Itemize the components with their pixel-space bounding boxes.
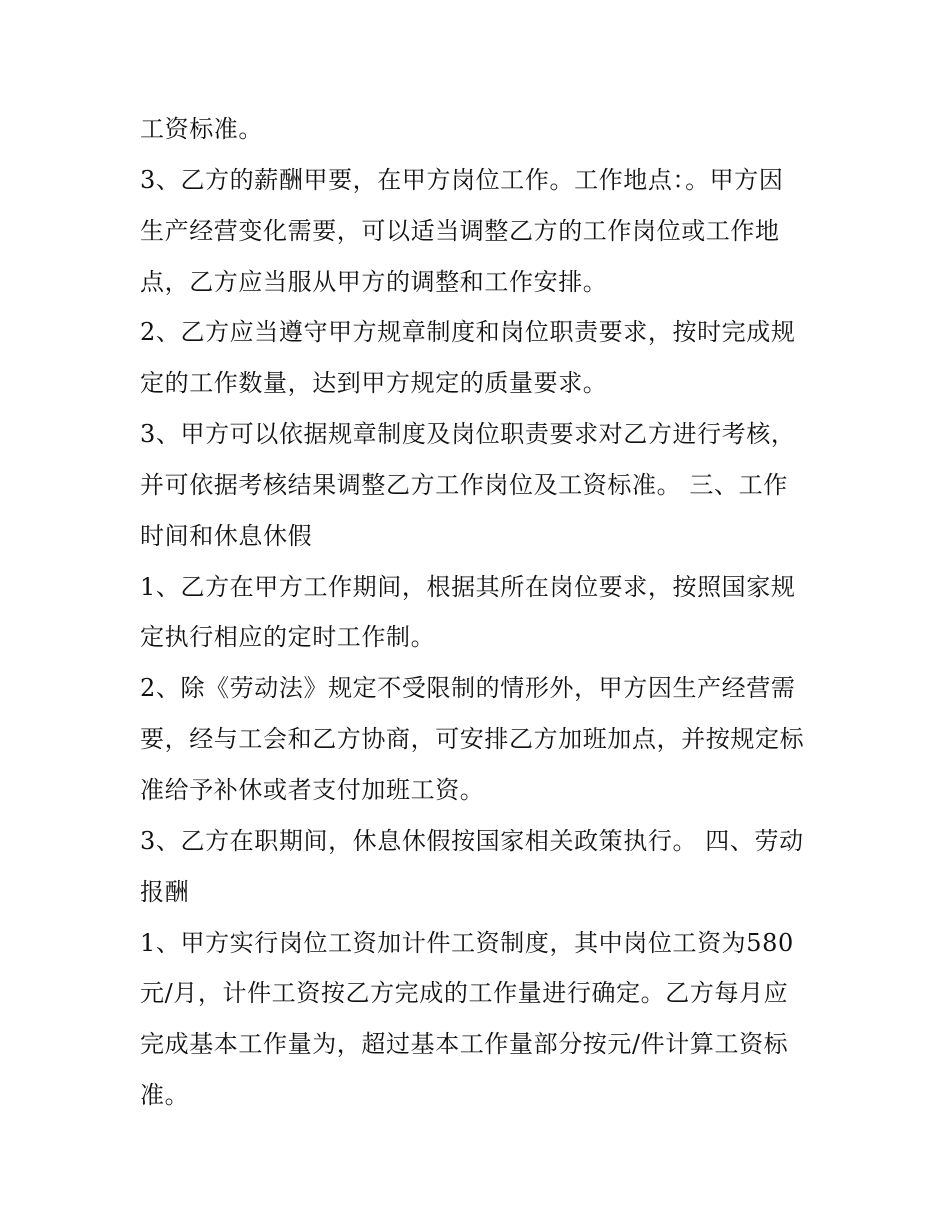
text-line: 时间和休息休假 [140, 521, 313, 550]
text-line: 完成基本工作量为，超过基本工作量部分按元/件计算工资标 [140, 1030, 789, 1059]
text-line: 定的工作数量，达到甲方规定的质量要求。 [140, 369, 608, 398]
text-line: 2、除《劳动法》规定不受限制的情形外，甲方因生产经营需 [140, 674, 796, 703]
text-line: 并可依据考核结果调整乙方工作岗位及工资标准。 三、工作 [140, 470, 788, 499]
text-line: 点，乙方应当服从甲方的调整和工作安排。 [140, 267, 608, 296]
text-line: 生产经营变化需要，可以适当调整乙方的工作岗位或工作地 [140, 216, 780, 245]
text-line: 定执行相应的定时工作制。 [140, 623, 436, 652]
text-line: 2、乙方应当遵守甲方规章制度和岗位职责要求，按时完成规 [140, 318, 796, 347]
text-line: 准给予补休或者支付加班工资。 [140, 775, 485, 804]
text-line: 准。 [140, 1081, 190, 1110]
text-line: 元/月，计件工资按乙方完成的工作量进行确定。乙方每月应 [140, 979, 789, 1008]
text-line: 1、甲方实行岗位工资加计件工资制度，其中岗位工资为580 [140, 928, 794, 957]
text-line: 要，经与工会和乙方协商，可安排乙方加班加点，并按规定标 [140, 725, 805, 754]
text-line: 3、乙方的薪酬甲要，在甲方岗位工作。工作地点：。甲方因 [140, 165, 784, 194]
text-line: 报酬 [140, 877, 190, 906]
text-line: 3、乙方在职期间，休息休假按国家相关政策执行。 四、劳动 [140, 826, 804, 855]
document-body [140, 112, 830, 1129]
text-line: 工资标准。 [140, 115, 263, 143]
text-line: 1、乙方在甲方工作期间，根据其所在岗位要求，按照国家规 [140, 572, 796, 601]
text-line: 3、甲方可以依据规章制度及岗位职责要求对乙方进行考核， [140, 420, 796, 449]
